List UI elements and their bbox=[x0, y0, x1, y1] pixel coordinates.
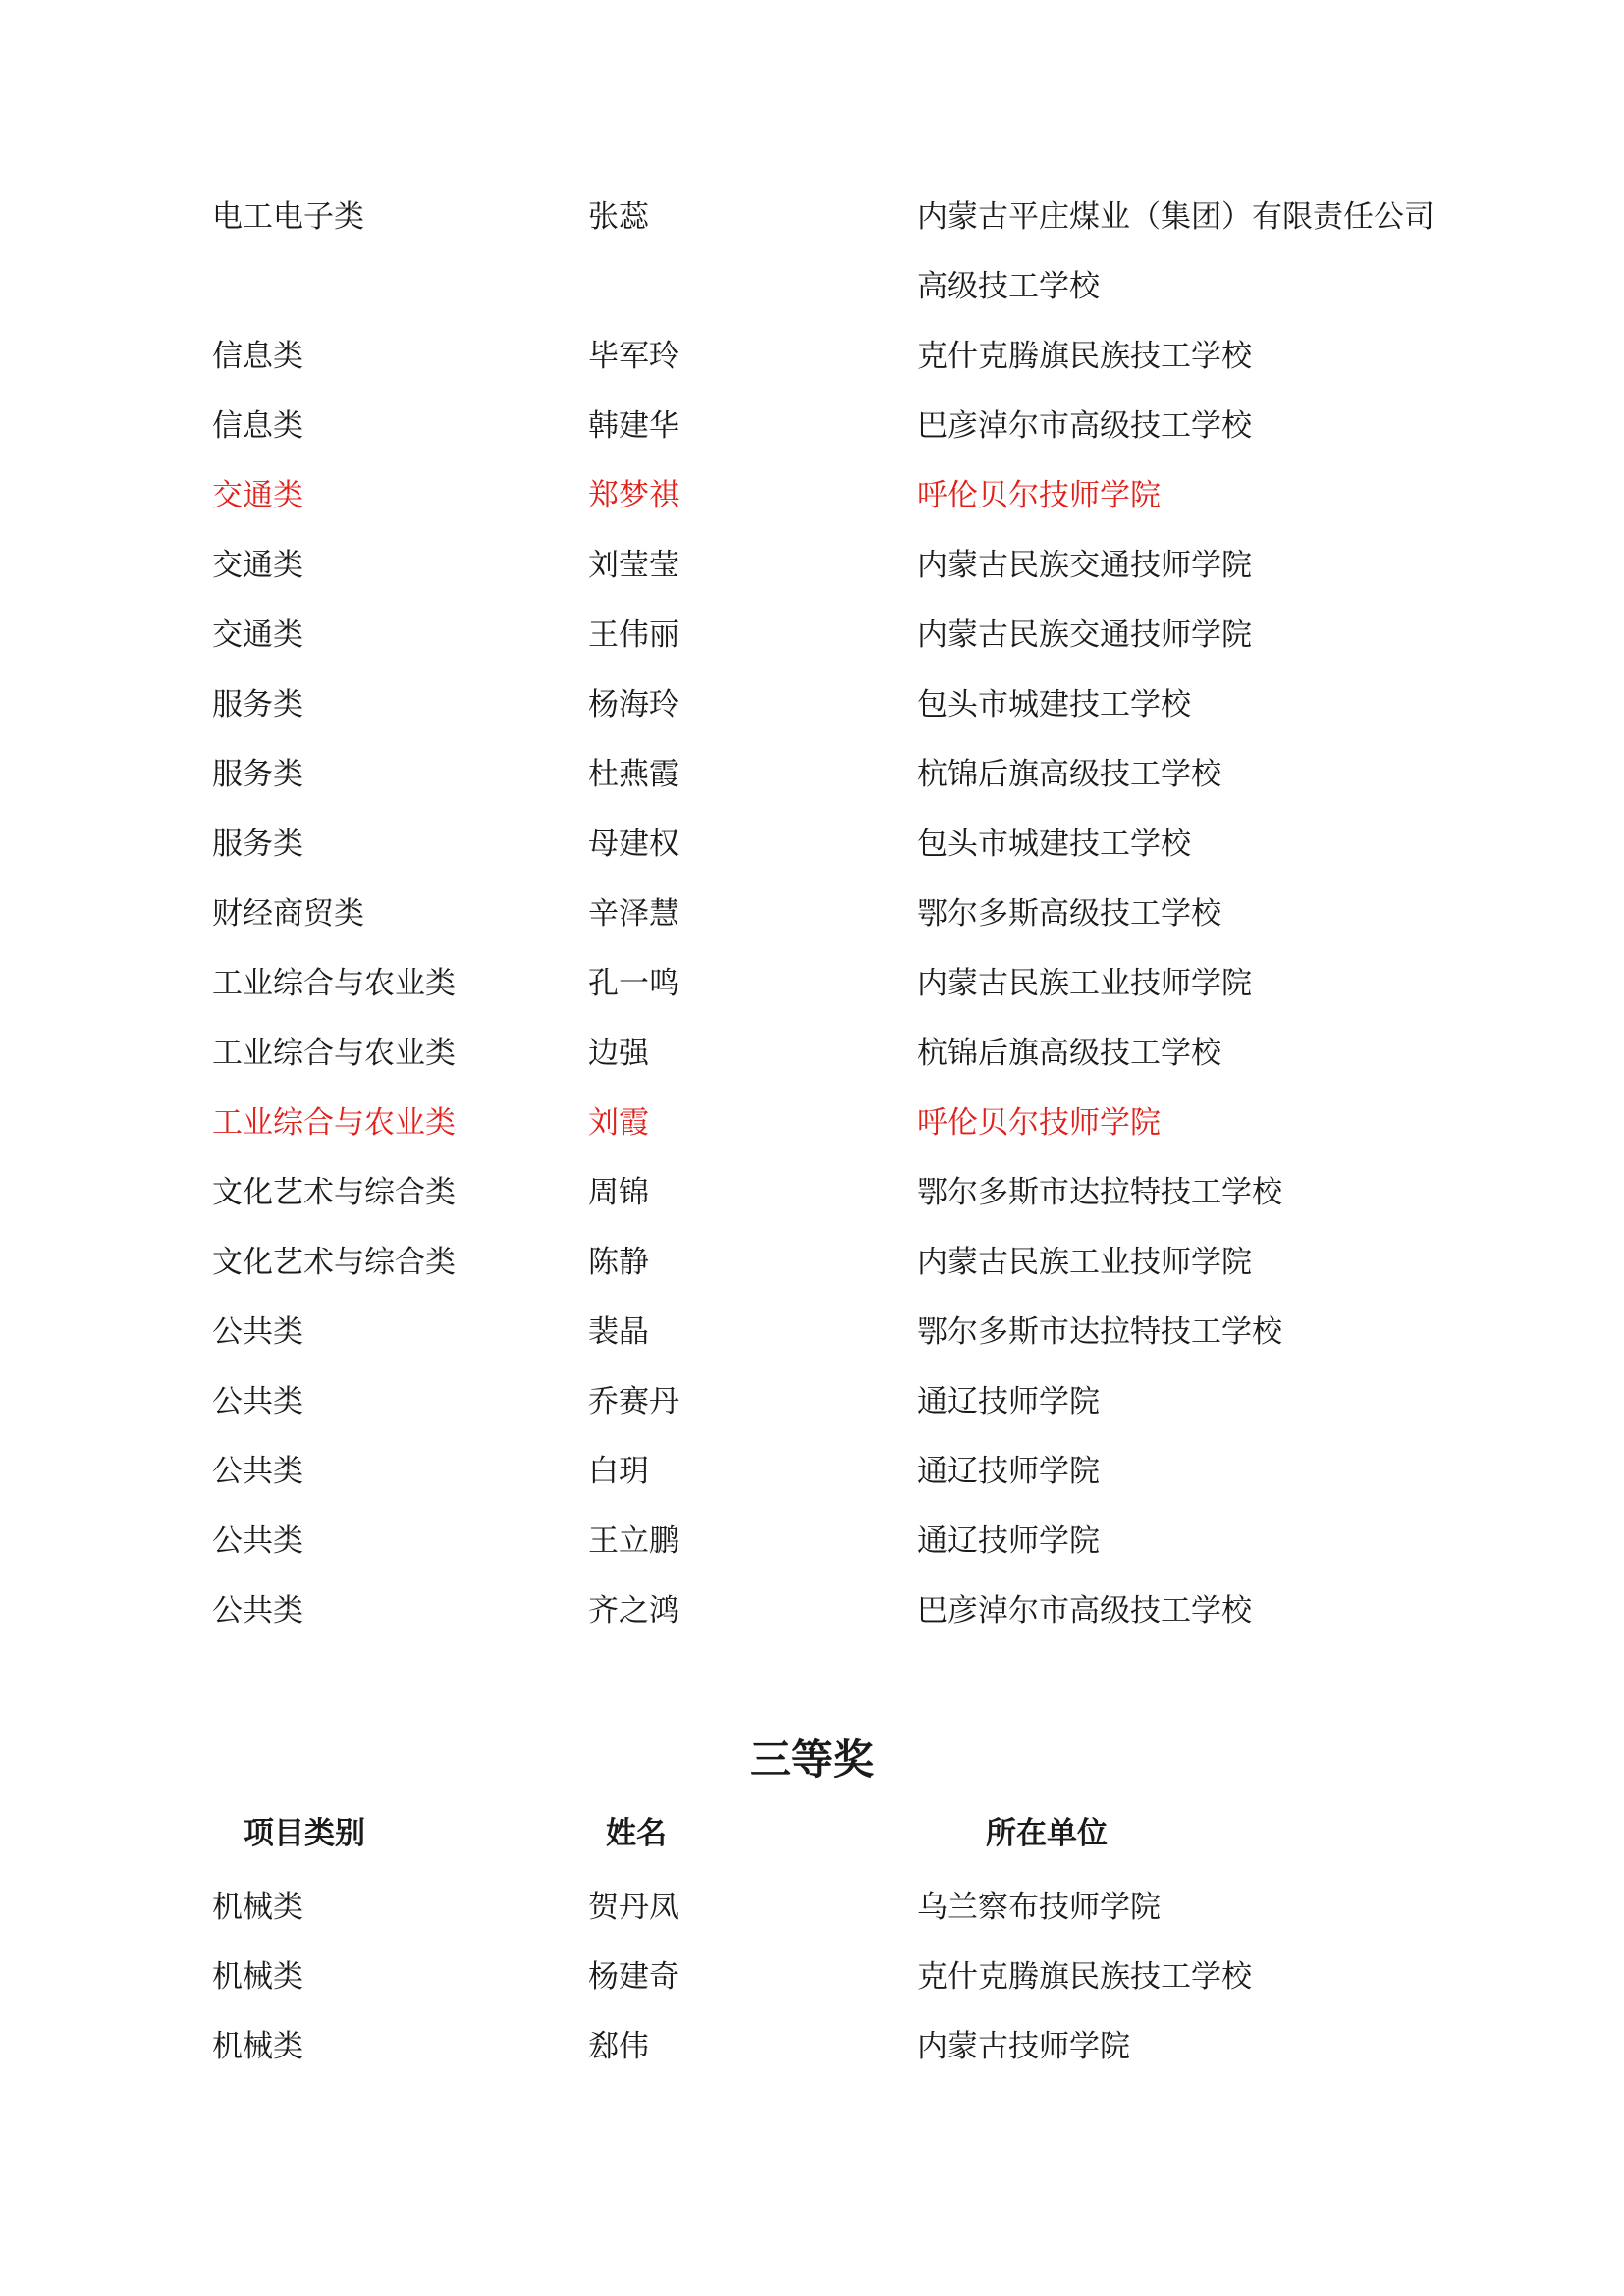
table-row bbox=[212, 322, 1449, 392]
header-category: 项目类别 bbox=[244, 1816, 365, 1851]
header-unit: 所在单位 bbox=[986, 1816, 1108, 1851]
table-row bbox=[212, 2012, 1449, 2082]
name-cell: 齐之鸿 bbox=[588, 1593, 679, 1629]
category-cell: 工业综合与农业类 bbox=[212, 1036, 456, 1071]
category-cell: 公共类 bbox=[212, 1384, 303, 1419]
category-cell: 信息类 bbox=[212, 408, 303, 444]
unit-cell: 巴彦淖尔市高级技工学校 bbox=[917, 1593, 1252, 1629]
name-cell: 王伟丽 bbox=[588, 617, 679, 653]
unit-cell: 内蒙古民族工业技师学院 bbox=[917, 966, 1252, 1001]
category-cell: 交通类 bbox=[212, 478, 303, 513]
table-row bbox=[212, 810, 1449, 880]
category-cell: 信息类 bbox=[212, 339, 303, 374]
name-cell: 杜燕霞 bbox=[588, 757, 679, 792]
table-row bbox=[212, 1873, 1449, 1943]
name-cell: 刘霞 bbox=[588, 1105, 649, 1141]
name-cell: 周锦 bbox=[588, 1175, 649, 1210]
unit-cell: 呼伦贝尔技师学院 bbox=[917, 478, 1161, 513]
category-cell: 财经商贸类 bbox=[212, 896, 364, 932]
table-row bbox=[212, 1228, 1449, 1298]
category-cell: 公共类 bbox=[212, 1454, 303, 1489]
table-row bbox=[212, 183, 1449, 322]
category-cell: 服务类 bbox=[212, 687, 303, 722]
table-row bbox=[212, 601, 1449, 670]
table-row bbox=[212, 949, 1449, 1019]
table-row bbox=[212, 1019, 1449, 1089]
name-cell: 杨建奇 bbox=[588, 1959, 679, 1995]
unit-cell: 乌兰察布技师学院 bbox=[917, 1890, 1161, 1925]
category-cell: 服务类 bbox=[212, 757, 303, 792]
unit-cell: 鄂尔多斯高级技工学校 bbox=[917, 896, 1221, 932]
unit-cell: 通辽技师学院 bbox=[917, 1523, 1100, 1559]
name-cell: 张蕊 bbox=[588, 199, 649, 235]
name-cell: 乔赛丹 bbox=[588, 1384, 679, 1419]
category-cell: 交通类 bbox=[212, 548, 303, 583]
name-cell: 边强 bbox=[588, 1036, 649, 1071]
category-cell: 机械类 bbox=[212, 2029, 303, 2064]
unit-cell: 巴彦淖尔市高级技工学校 bbox=[917, 408, 1252, 444]
table-row bbox=[212, 1943, 1449, 2012]
unit-cell: 内蒙古民族交通技师学院 bbox=[917, 617, 1252, 653]
unit-cell: 包头市城建技工学校 bbox=[917, 687, 1191, 722]
unit-cell: 包头市城建技工学校 bbox=[917, 827, 1191, 862]
unit-cell: 通辽技师学院 bbox=[917, 1384, 1100, 1419]
unit-cell: 通辽技师学院 bbox=[917, 1454, 1100, 1489]
category-cell: 文化艺术与综合类 bbox=[212, 1175, 456, 1210]
name-cell: 孔一鸣 bbox=[588, 966, 679, 1001]
name-cell: 裴晶 bbox=[588, 1314, 649, 1350]
category-cell: 机械类 bbox=[212, 1959, 303, 1995]
unit-cell: 鄂尔多斯市达拉特技工学校 bbox=[917, 1175, 1282, 1210]
category-cell: 公共类 bbox=[212, 1523, 303, 1559]
table-row-highlighted bbox=[212, 1089, 1449, 1158]
category-cell: 文化艺术与综合类 bbox=[212, 1245, 456, 1280]
table-row bbox=[212, 740, 1449, 810]
name-cell: 辛泽慧 bbox=[588, 896, 679, 932]
unit-cell: 克什克腾旗民族技工学校 bbox=[917, 339, 1252, 374]
table-row bbox=[212, 1367, 1449, 1437]
table-row bbox=[212, 392, 1449, 461]
category-cell: 工业综合与农业类 bbox=[212, 1105, 456, 1141]
unit-cell: 内蒙古技师学院 bbox=[917, 2029, 1130, 2064]
name-cell: 母建权 bbox=[588, 827, 679, 862]
table-row bbox=[212, 880, 1449, 949]
header-name: 姓名 bbox=[606, 1816, 667, 1851]
section-title-third-prize: 三等奖 bbox=[749, 1735, 874, 1784]
unit-cell: 克什克腾旗民族技工学校 bbox=[917, 1959, 1252, 1995]
category-cell: 公共类 bbox=[212, 1314, 303, 1350]
table-row bbox=[212, 1298, 1449, 1367]
table-row bbox=[212, 1576, 1449, 1646]
third-prize-list bbox=[212, 1873, 1449, 2082]
category-cell: 电工电子类 bbox=[212, 199, 364, 235]
category-cell: 公共类 bbox=[212, 1593, 303, 1629]
name-cell: 刘莹莹 bbox=[588, 548, 679, 583]
unit-cell: 内蒙古平庄煤业（集团）有限责任公司高级技工学校 bbox=[917, 199, 1435, 304]
table-row bbox=[212, 1158, 1449, 1228]
name-cell: 郄伟 bbox=[588, 2029, 649, 2064]
unit-cell: 呼伦贝尔技师学院 bbox=[917, 1105, 1161, 1141]
table-row bbox=[212, 670, 1449, 740]
unit-cell: 内蒙古民族交通技师学院 bbox=[917, 548, 1252, 583]
unit-cell: 杭锦后旗高级技工学校 bbox=[917, 757, 1221, 792]
name-cell: 韩建华 bbox=[588, 408, 679, 444]
name-cell: 杨海玲 bbox=[588, 687, 679, 722]
award-list-continued bbox=[212, 183, 1449, 1646]
table-row bbox=[212, 1437, 1449, 1507]
name-cell: 郑梦祺 bbox=[588, 478, 679, 513]
table-row bbox=[212, 1507, 1449, 1576]
category-cell: 工业综合与农业类 bbox=[212, 966, 456, 1001]
unit-cell: 鄂尔多斯市达拉特技工学校 bbox=[917, 1314, 1282, 1350]
name-cell: 白玥 bbox=[588, 1454, 649, 1489]
name-cell: 毕军玲 bbox=[588, 339, 679, 374]
unit-cell: 内蒙古民族工业技师学院 bbox=[917, 1245, 1252, 1280]
name-cell: 王立鹏 bbox=[588, 1523, 679, 1559]
category-cell: 交通类 bbox=[212, 617, 303, 653]
table-header bbox=[212, 1804, 1449, 1863]
category-cell: 服务类 bbox=[212, 827, 303, 862]
table-row bbox=[212, 531, 1449, 601]
name-cell: 陈静 bbox=[588, 1245, 649, 1280]
name-cell: 贺丹凤 bbox=[588, 1890, 679, 1925]
unit-cell: 杭锦后旗高级技工学校 bbox=[917, 1036, 1221, 1071]
category-cell: 机械类 bbox=[212, 1890, 303, 1925]
table-row-highlighted bbox=[212, 461, 1449, 531]
